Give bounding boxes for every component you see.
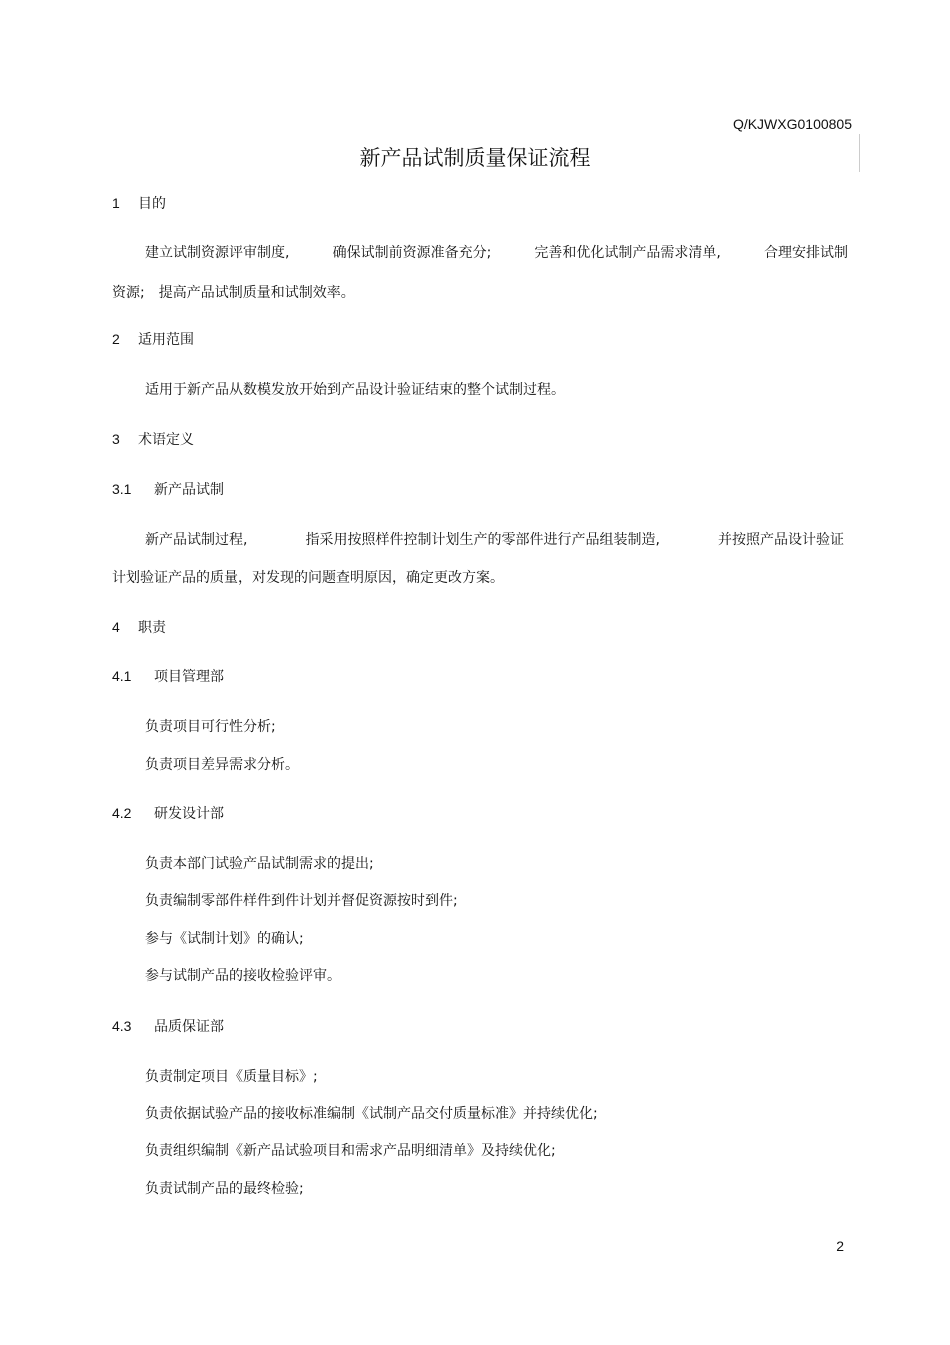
section-number: 4.1 [112,668,132,684]
margin-line [859,134,860,172]
page-number: 2 [836,1238,844,1254]
section-heading-text: 适用范围 [138,332,194,348]
section-2-heading [112,329,194,349]
section-heading-text: 研发设计部 [154,806,224,822]
section-4-3-heading [112,1016,224,1036]
section-number: 3 [112,431,120,447]
section-2-paragraph: 适用于新产品从数模发放开始到产品设计验证结束的整个试制过程。 [145,382,565,398]
section-heading-text: 术语定义 [138,432,194,448]
section-1-heading [112,193,166,213]
section-heading-text: 品质保证部 [154,1019,224,1035]
section-number: 4.3 [112,1018,132,1034]
list-item: 参与试制产品的接收检验评审。 [145,968,341,984]
page-title: 新产品试制质量保证流程 [359,146,591,170]
section-1-paragraph-line-1 [145,242,848,262]
section-number: 3.1 [112,481,132,497]
section-4-2-heading [112,803,224,823]
section-1-paragraph-line-2: 资源; 提高产品试制质量和试制效率。 [112,285,355,301]
section-3-heading [112,429,194,449]
text-segment: 建立试制资源评审制度, [145,245,290,261]
text-segment: 完善和优化试制产品需求清单, [534,245,721,261]
list-item: 负责组织编制《新产品试验项目和需求产品明细清单》及持续优化; [145,1143,556,1159]
section-3-1-paragraph-line-1 [145,529,844,549]
section-heading-text: 项目管理部 [154,669,224,685]
section-4-1-heading [112,666,224,686]
section-number: 1 [112,195,120,211]
section-4-heading [112,617,166,637]
section-3-1-heading [112,479,224,499]
text-segment: 新产品试制过程, [145,532,248,548]
section-3-1-paragraph-line-2: 计划验证产品的质量，对发现的问题查明原因，确定更改方案。 [112,570,504,586]
list-item: 负责编制零部件样件到件计划并督促资源按时到件; [145,893,458,909]
text-segment: 确保试制前资源准备充分; [332,245,492,261]
list-item: 负责制定项目《质量目标》; [145,1069,318,1085]
section-number: 2 [112,331,120,347]
list-item: 参与《试制计划》的确认; [145,931,304,947]
section-number: 4 [112,619,120,635]
section-heading-text: 职责 [138,620,166,636]
list-item: 负责本部门试验产品试制需求的提出; [145,856,374,872]
text-segment: 指采用按照样件控制计划生产的零部件进行产品组装制造, [305,532,660,548]
list-item: 负责项目差异需求分析。 [145,757,299,773]
text-segment: 并按照产品设计验证 [718,532,844,548]
section-number: 4.2 [112,805,132,821]
document-code: Q/KJWXG0100805 [732,116,852,132]
list-item: 负责试制产品的最终检验; [145,1181,304,1197]
list-item: 负责项目可行性分析; [145,719,276,735]
section-heading-text: 目的 [138,196,166,212]
list-item: 负责依据试验产品的接收标准编制《试制产品交付质量标准》并持续优化; [145,1106,598,1122]
section-heading-text: 新产品试制 [154,482,224,498]
text-segment: 合理安排试制 [764,245,848,261]
